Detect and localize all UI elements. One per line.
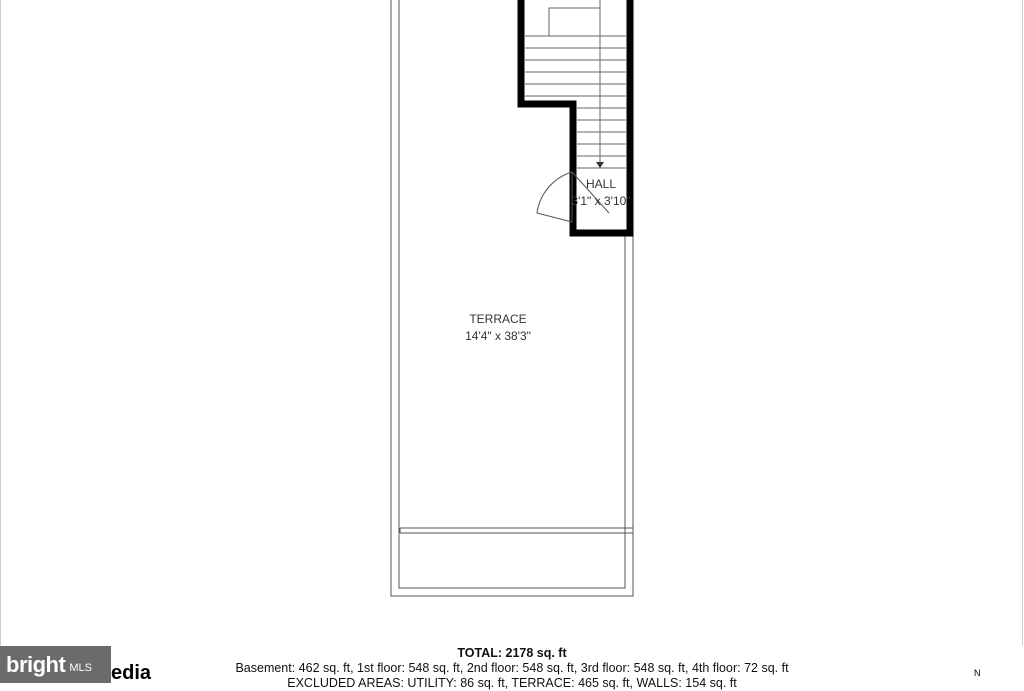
hall-label: [566, 176, 636, 210]
excluded-areas: EXCLUDED AREAS: UTILITY: 86 sq. ft, TERRACE: 465 sq. ft, WALLS: 154 sq. ft: [287, 676, 737, 690]
total-area: TOTAL: 2178 sq. ft: [457, 646, 567, 660]
terrace-outline: [391, 0, 633, 596]
partner-logo-text: edia: [111, 662, 152, 684]
stair-direction-arrow-icon: [596, 162, 604, 168]
hall-name: HALL: [585, 177, 617, 191]
bright-mls-logo: [0, 646, 111, 683]
terrace-dimensions: 14'4" x 38'3": [465, 329, 531, 343]
logo-text: bright: [6, 651, 66, 677]
logo-sub: MLS: [69, 661, 92, 674]
hall-dimensions: 3'1" x 3'10": [571, 194, 631, 208]
floor-areas: Basement: 462 sq. ft, 1st floor: 548 sq. ft, 2nd floor: 548 sq. ft, 3rd floor: 548 sq. ft, 4th floor: 72 sq. ft: [235, 661, 789, 675]
terrace-name: TERRACE: [469, 312, 527, 326]
north-compass-icon: N: [974, 668, 981, 678]
terrace-label: [448, 311, 548, 345]
